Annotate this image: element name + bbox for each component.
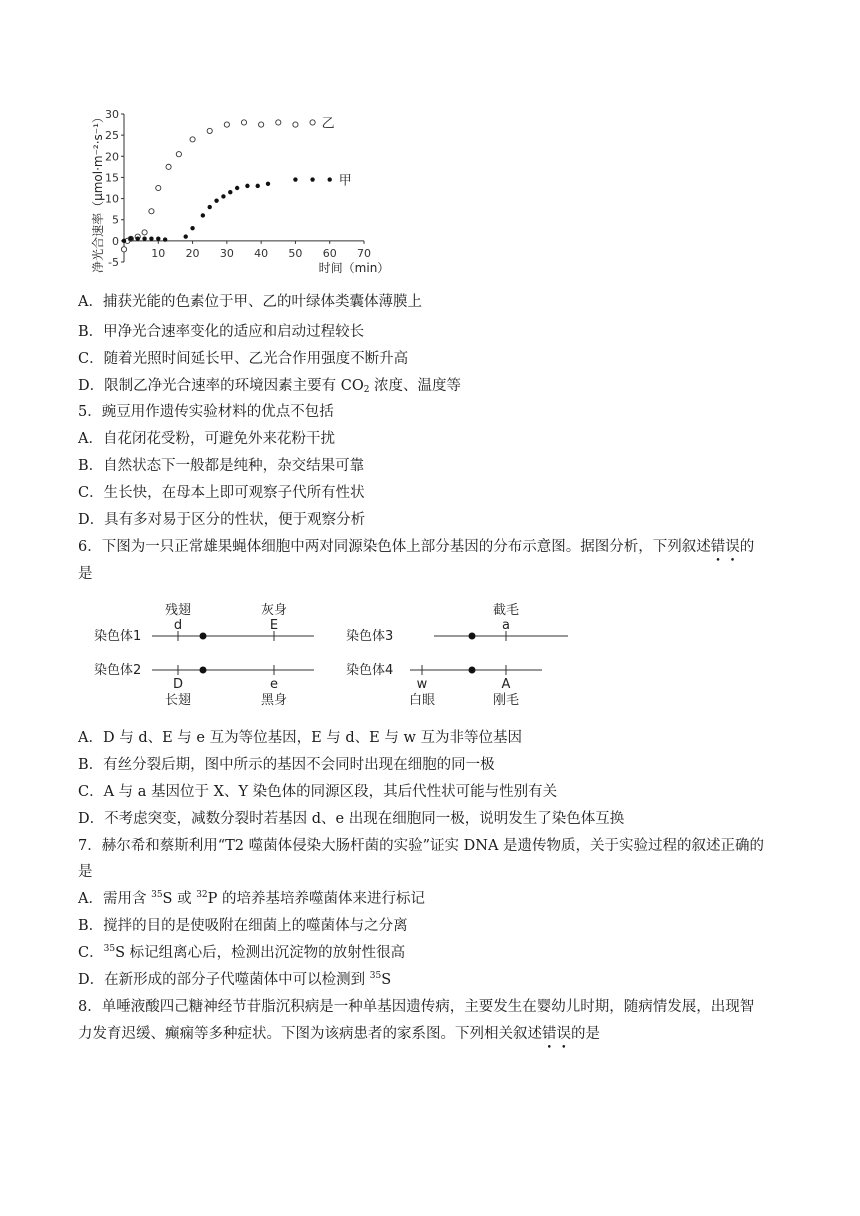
series-yi-point [276,120,281,125]
q6-option-b: B．有丝分裂后期，图中所示的基因不会同时出现在细胞的同一极 [78,757,495,773]
series-jia-point [256,184,260,188]
y-tick-label: -5 [108,256,119,269]
gene-label-bobbed-bristle: 截毛 [492,603,520,618]
series-jia-point [149,237,153,241]
x-tick-label: 60 [322,246,337,260]
y-tick-label: 15 [105,171,119,185]
gene-label-long-wing: 长翅 [164,693,192,708]
q8-stem: 8．单唾液酸四己糖神经节苷脂沉积病是一种单基因遗传病，主要发生在婴幼儿时期，随病情发展，出现智 [78,999,755,1015]
series-jia-point [129,237,133,241]
q4-option-d-text: D．限制乙净光合速率的环境因素主要有 CO [78,378,364,394]
q7-a-text: A．需用含 [78,891,152,907]
q8-emphasis-1: 错 [542,1026,557,1042]
series-jia-point [245,184,249,188]
x-tick-label: 40 [254,246,269,260]
allele-d: d [173,618,183,633]
y-tick-label: 25 [105,129,119,143]
x-tick-label: 10 [151,246,166,260]
q7-stem-line2: 是 [78,864,93,880]
q4-option-a: A．捕获光能的色素位于甲、乙的叶绿体类囊体薄膜上 [78,294,422,310]
series-jia-point [163,237,167,241]
y-tick-label: 0 [112,234,119,248]
chr2-label: 染色体2 [94,663,142,678]
series-jia-point [136,237,140,241]
allele-A: A [501,677,511,692]
series-jia-point [266,182,270,186]
series-jia-point [201,213,205,217]
allele-w: w [416,677,428,692]
chr4-label: 染色体4 [346,663,394,678]
q7-a-sup2: 32 [196,890,208,900]
y-tick-label: 5 [112,213,119,227]
q6-stem-end: 的 [739,539,755,555]
series-yi-point [310,120,315,125]
x-tick-label: 50 [288,246,303,260]
co2-subscript: 2 [363,385,370,395]
q6-option-c: C．A 与 a 基因位于 X、Y 染色体的同源区段，其后代性状可能与性别有关 [78,784,558,800]
q4-option-c: C．随着光照时间延长甲、乙光合作用强度不断升高 [78,351,409,367]
series-yi-point [176,152,181,157]
gene-label-gray-body: 灰身 [260,603,288,618]
gene-label-black-body: 黑身 [260,693,288,708]
q7-c-tail: S 标记组离心后，检测出沉淀物的放射性很高 [115,945,406,961]
series-jia-point [156,237,160,241]
chromosome-diagram [84,594,584,714]
q8-stem-text: 力发育迟缓、癫痫等多种症状。下图为该病患者的家系图。下列相关叙述 [78,1026,542,1042]
chart-x-axis-label: 时间（min） [318,261,390,275]
x-tick-label: 20 [185,246,200,260]
q7-stem: 7．赫尔希和蔡斯利用“T2 噬菌体侵染大肠杆菌的实验”证实 DNA 是遗传物质，关于实验过程的叙述正确的 [78,838,765,854]
gene-label-normal-bristle: 刚毛 [492,693,520,708]
chart-y-axis-label: 净光合速率（μmol·m⁻²·s⁻¹） [91,111,105,273]
x-tick-label: 30 [219,246,234,260]
chr4-centromere [469,667,476,674]
q5-option-b: B．自然状态下一般都是纯种，杂交结果可靠 [78,458,365,474]
q7-d-tail: S [381,972,392,988]
allele-D: D [172,677,184,692]
series-jia-point [228,190,232,194]
series-yi-point [121,247,126,252]
series-yi-point [207,128,212,133]
y-tick-label: 30 [105,108,119,121]
series-yi-label: 乙 [321,116,335,132]
q6-stem-line2: 是 [78,566,93,582]
chr3-label: 染色体3 [346,629,394,644]
series-jia-point [142,237,146,241]
q7-a-tail: P 的培养基培养噬菌体来进行标记 [207,891,426,907]
series-jia-point [214,198,218,202]
q7-option-d [78,970,800,990]
series-jia-point [235,186,239,190]
q7-option-b: B．搅拌的目的是使吸附在细菌上的噬菌体与之分离 [78,918,408,934]
series-jia-point [221,194,225,198]
chr1-label: 染色体1 [94,629,142,644]
allele-a: a [502,618,510,633]
gene-label-white-eye: 白眼 [408,693,436,708]
chart-series [121,116,351,251]
q7-c-sup: 35 [103,944,116,954]
q7-option-a [78,889,800,909]
q4-option-d-tail: 浓度、温度等 [369,378,462,394]
chr3-centromere [469,633,476,640]
gene-label-vestigial: 残翅 [164,603,192,618]
net-photosynthesis-chart [84,82,404,280]
series-yi-point [224,122,229,127]
y-tick-label: 10 [105,192,119,206]
series-jia-point [328,177,332,181]
q5-option-d: D．具有多对易于区分的性状，便于观察分析 [78,512,366,528]
q6-option-a: A．D 与 d、E 与 e 互为等位基因，E 与 d、E 与 w 互为非等位基因 [78,730,522,746]
series-jia-point [184,234,188,238]
q7-a-sup1: 35 [151,890,163,900]
chr2-centromere [200,667,207,674]
q5-option-a: A．自花闭花受粉，可避免外来花粉干扰 [78,431,335,447]
allele-E: E [269,618,279,633]
series-yi-point [293,122,298,127]
series-jia-point [310,177,314,181]
x-tick-label: 70 [357,246,371,260]
q6-option-d: D．不考虑突变，减数分裂时若基因 d、e 出现在细胞同一极，说明发生了染色体互换 [78,811,625,827]
series-yi-point [241,120,246,125]
series-jia-point [208,205,212,209]
q8-stem-line2 [78,1024,800,1044]
chr1-centromere [200,633,207,640]
series-jia-label: 甲 [338,173,352,189]
q6-stem-text: 6．下图为一只正常雄果蝇体细胞中两对同源染色体上部分基因的分布示意图。据图分析，下列叙述 [78,539,711,555]
q4-option-b: B．甲净光合速率变化的适应和启动过程较长 [78,324,365,340]
series-yi-point [142,230,147,235]
q7-c-text: C． [78,945,104,961]
q8-emphasis-2: 误 [556,1026,571,1042]
allele-e: e [270,677,278,692]
q6-emphasis-1: 错 [710,539,726,555]
series-jia-point [293,177,297,181]
q7-d-sup: 35 [369,971,382,981]
q7-a-mid: S 或 [162,891,197,907]
q6-emphasis-2: 误 [725,539,740,555]
q7-d-text: D．在新形成的部分子代噬菌体中可以检测到 [78,972,370,988]
series-yi-point [259,122,264,127]
q4-option-d [78,376,800,396]
q5-stem: 5．豌豆用作遗传实验材料的优点不包括 [78,404,334,420]
series-yi-point [166,164,171,169]
series-jia-point [122,239,126,243]
y-tick-label: 20 [105,150,119,164]
q6-stem [78,537,800,557]
series-yi-point [190,137,195,142]
series-yi-point [156,185,161,190]
q7-option-c [78,943,800,963]
series-yi-point [149,209,154,214]
q8-stem-end: 的是 [571,1026,600,1042]
series-jia-point [190,226,194,230]
q5-option-c: C．生长快，在母本上即可观察子代所有性状 [78,485,365,501]
